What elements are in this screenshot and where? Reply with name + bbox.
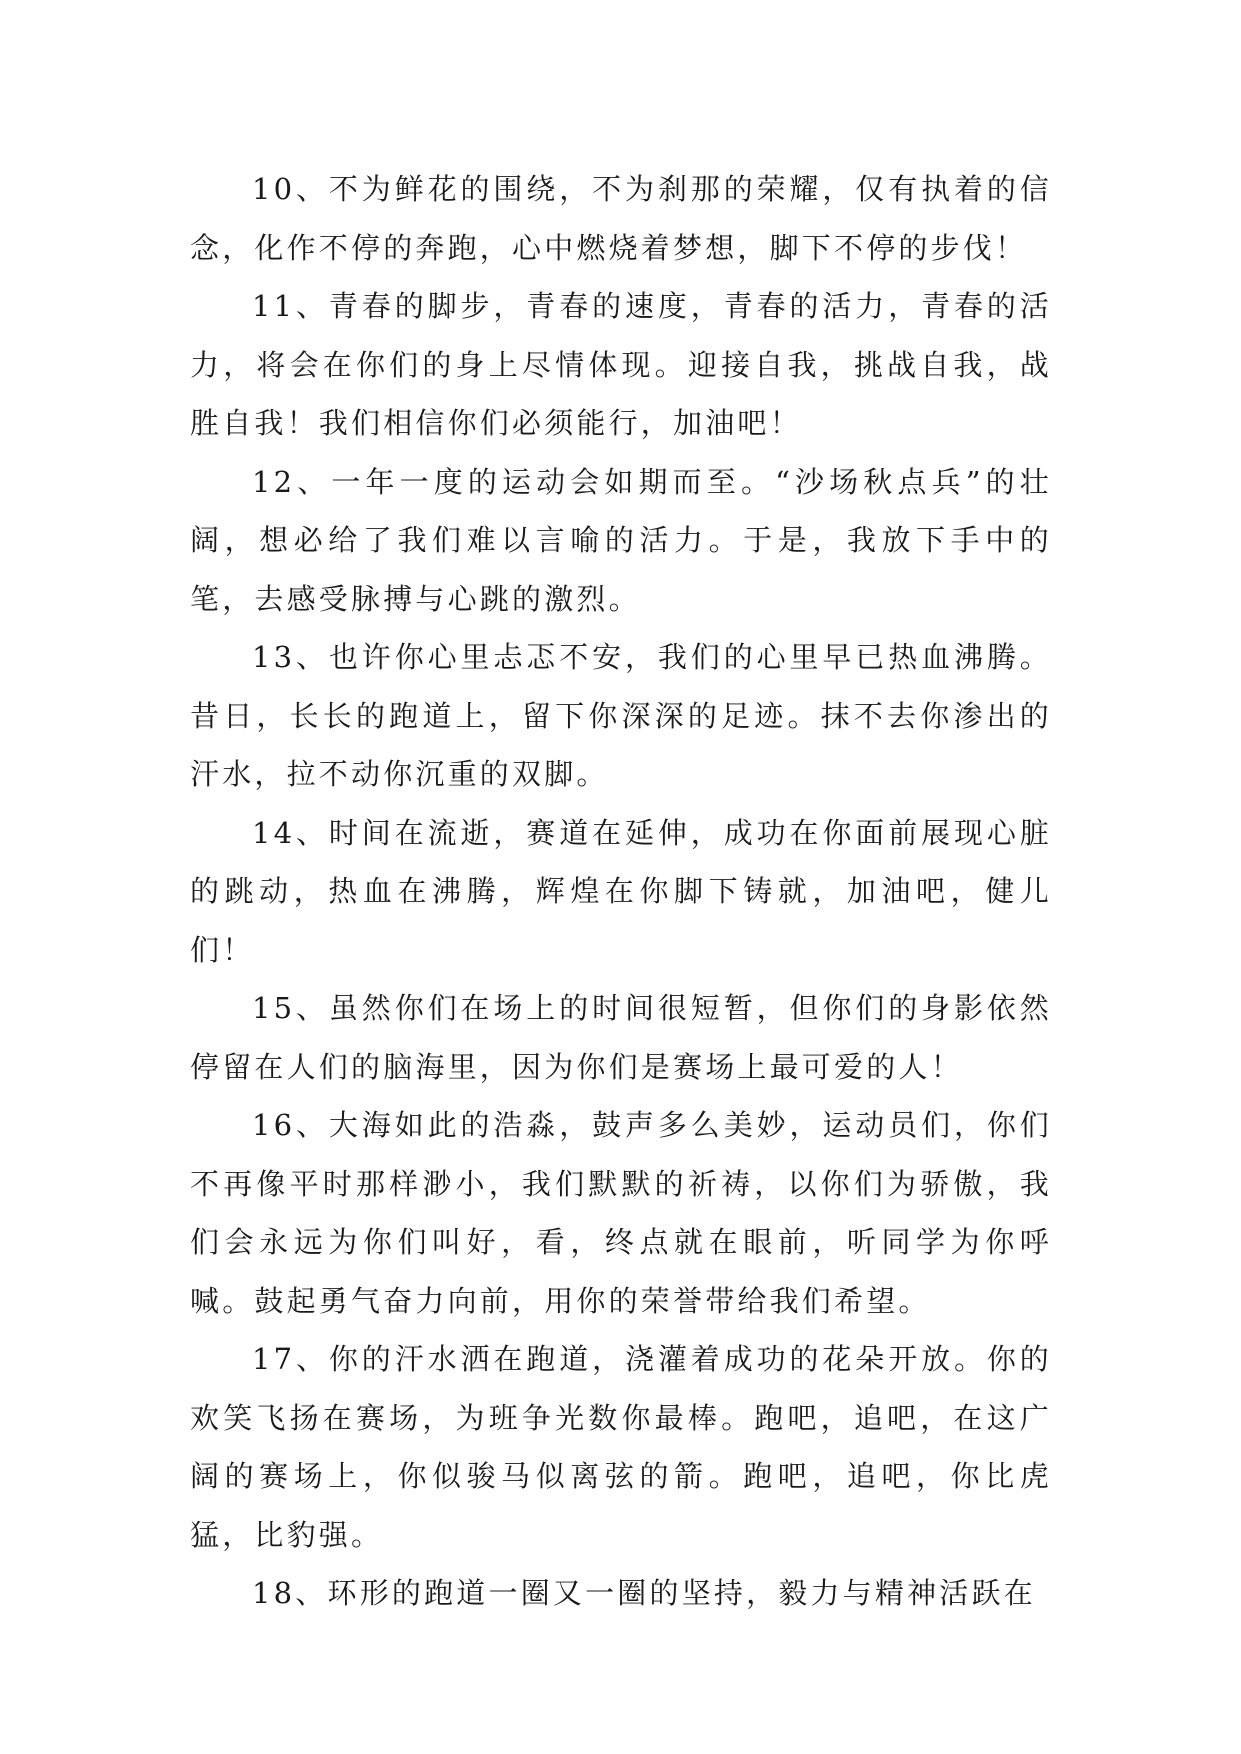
document-body	[190, 160, 1052, 1623]
paragraph-13: 13、也许你心里忐忑不安，我们的心里早已热血沸腾。昔日，长长的跑道上，留下你深深的足迹。抹不去你渗出的汗水，拉不动你沉重的双脚。	[190, 640, 1052, 791]
paragraph-17: 17、你的汗水洒在跑道，浇灌着成功的花朵开放。你的欢笑飞扬在赛场，为班争光数你最棒。跑吧，追吧，在这广阔的赛场上，你似骏马似离弦的箭。跑吧，追吧，你比虎猛，比豹强。	[190, 1342, 1052, 1552]
paragraph-18: 18、环形的跑道一圈又一圈的坚持，毅力与精神活跃在	[252, 1576, 1036, 1610]
paragraph-15: 15、虽然你们在场上的时间很短暂，但你们的身影依然停留在人们的脑海里，因为你们是赛场上最可爱的人！	[190, 991, 1052, 1084]
paragraph-16: 16、大海如此的浩淼，鼓声多么美妙，运动员们，你们不再像平时那样渺小，我们默默的祈祷，以你们为骄傲，我们会永远为你们叫好，看，终点就在眼前，听同学为你呼喊。鼓起勇气奋力向前，用你的荣誉带给我们希望。	[190, 1108, 1052, 1318]
paragraph-11: 11、青春的脚步，青春的速度，青春的活力，青春的活力，将会在你们的身上尽情体现。迎接自我，挑战自我，战胜自我！我们相信你们必须能行，加油吧！	[190, 289, 1052, 440]
paragraph-14: 14、时间在流逝，赛道在延伸，成功在你面前展现心脏的跳动，热血在沸腾，辉煌在你脚下铸就，加油吧，健儿们！	[190, 815, 1052, 967]
paragraph-10: 10、不为鲜花的围绕，不为刹那的荣耀，仅有执着的信念，化作不停的奔跑，心中燃烧着梦想，脚下不停的步伐！	[190, 172, 1052, 265]
paragraph-12: 12、一年一度的运动会如期而至。“沙场秋点兵”的壮阔，想必给了我们难以言喻的活力。于是，我放下手中的笔，去感受脉搏与心跳的激烈。	[190, 464, 1052, 616]
